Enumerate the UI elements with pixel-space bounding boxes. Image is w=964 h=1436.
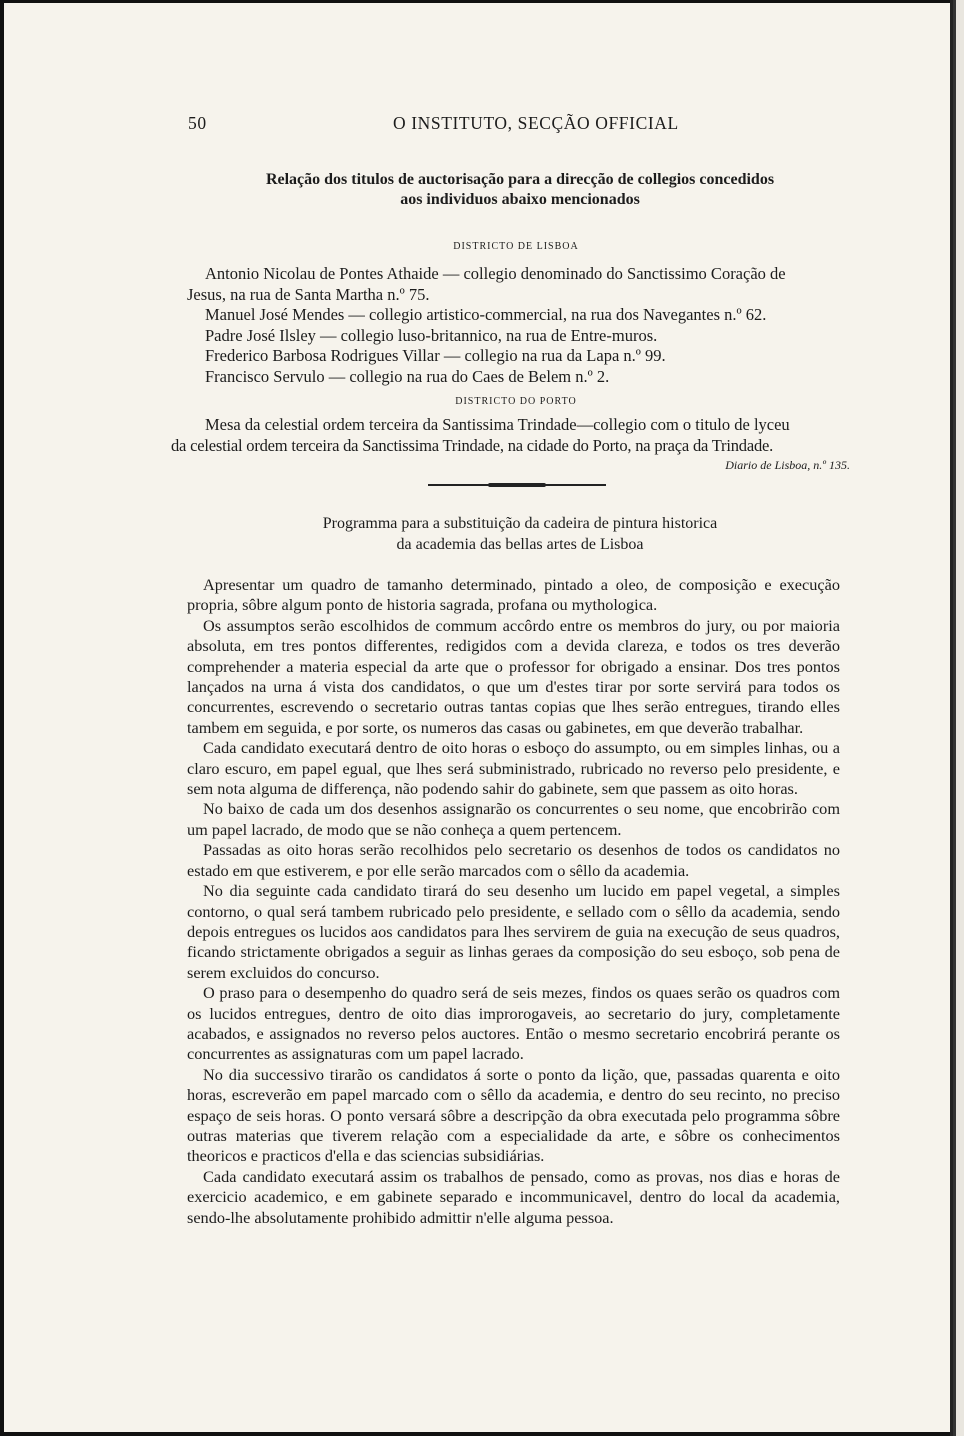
section-title [190,170,850,210]
porto-entries [171,415,852,456]
section-title-line-1: Relação dos titulos de auctorisação para a direcção de collegios concedidos [265,171,775,188]
source-citation: Diario de Lisboa, n.º 135. [725,458,850,472]
section-title-line-2: aos individuos abaixo mencionados [400,191,640,208]
scan-border-right-line [953,0,956,1436]
scan-border-left [0,0,4,1436]
paragraph: No baixo de cada um dos desenhos assignarão os concurrentes o seu nome, que encobrirão com um papel lacrado, de modo que se não conheça a quem pertencem. [187,799,840,839]
program-body [187,575,840,1228]
program-title-line-2: da academia das bellas artes de Lisboa [396,535,644,553]
paragraph: Apresentar um quadro de tamanho determinado, pintado a oleo, de composição e execução propria, sôbre algum ponto de historia sagrada, profana ou mythologica. [187,575,840,615]
district-heading-lisboa: DISTRICTO DE LISBOA [453,241,579,252]
entry-line: Mesa da celestial ordem terceira da Santissima Trindade—collegio com o titulo de lyceu [205,415,790,434]
entry-line: Antonio Nicolau de Pontes Athaide — collegio denominado do Sanctissimo Coração de [205,264,786,283]
running-title: O INSTITUTO, SECÇÃO OFFICIAL [393,113,679,133]
paragraph: Cada candidato executará dentro de oito horas o esboço do assumpto, ou em simples linhas, ou a claro escuro, em papel egual, que lhes será subministrado, rubricado no reverso pelo presidente, e sem nota alguma de differença, não podendo sahir do gabinete, sem que passem as oito horas. [187,738,840,799]
paragraph: Cada candidato executará assim os trabalhos de pensado, como as provas, nos dias e horas de exercicio academico, e em gabinete separado e incommunicavel, dentro do local da academia, sendo-lhe absolutamente prohibido admittir n'elle alguma pessoa. [187,1166,840,1227]
entry-line: Padre José Ilsley — collegio luso-britannico, na rua de Entre-muros. [205,325,658,345]
entry-line: da celestial ordem terceira da Sanctissima Trindade, na cidade do Porto, na praça da Trindade. [171,435,774,455]
entry-line: Francisco Servulo — collegio na rua do Caes de Belem n.º 2. [205,366,610,386]
program-title-line-1: Programma para a substituição da cadeira de pintura historica [322,515,718,532]
paragraph: Passadas as oito horas serão recolhidos pelo secretario os desenhos de todos os candidatos no estado em que estiverem, e por elle serão marcados com o sêllo da academia. [187,840,840,880]
paragraph: O praso para o desempenho do quadro será de seis mezes, findos os quaes serão os quadros com os lucidos entregues, dentro de oito dias improrogaveis, ao secretario do jury, completamente acabados, e assignados no reverso pelos auctores. Então o mesmo secretario encobrirá perante os concurrentes as assignaturas com um papel lacrado. [187,983,840,1064]
page-header [188,113,848,137]
district-heading-porto: DISTRICTO DO PORTO [455,396,577,407]
paragraph: Os assumptos serão escolhidos de commum accôrdo entre os membros do jury, ou por maioria absoluta, em tres pontos differentes, redigidos com a devida clareza, e todos os tres deverão comprehender a materia especial da arte que o professor for obrigado a ensinar. Dos tres pontos lançados na urna á vista dos candidatos, o que um d'estes tirar por sorte servirá para todos os concurrentes, escrevendo o secretario outras tantas copias que lhes serão entregues, tirando elles tambem em seguida, e por sorte, os numeros das casas ou gabinetes, em que deverão trabalhar. [187,615,840,737]
program-title [190,514,850,555]
lisboa-entries [187,264,852,387]
entry-line: Frederico Barbosa Rodrigues Villar — collegio na rua da Lapa n.º 99. [205,346,666,365]
entry-line: Manuel José Mendes — collegio artistico-commercial, na rua dos Navegantes n.º 62. [205,305,767,324]
paragraph: No dia seguinte cada candidato tirará do seu desenho um lucido em papel vegetal, a simples contorno, o qual será tambem rubricado pelo presidente, e sellado com o sêllo da academia, sendo depois entregues os lucidos aos candidatos para lhes servirem de guia na execução de seus quadros, ficando strictamente obrigados a seguir as linhas geraes da composição do seu esboço, sob pena de serem excluidos do concurso. [187,881,840,982]
scan-border-top [0,0,964,3]
entry-line: Jesus, na rua de Santa Martha n.º 75. [187,284,430,304]
paragraph: No dia successivo tirarão os candidatos á sorte o ponto da lição, que, passadas quarenta e oito horas, escreverão em papel marcado com o sêllo da academia, e dentro do seu recinto, no preciso espaço de seis horas. O ponto versará sôbre a descripção da obra executada pelo programma sôbre outras materias que tiverem relação com a especialidade da arte, e sôbre os conhecimentos theoricos e practicos d'ella e das sciencias subsidiárias. [187,1064,840,1166]
section-divider [428,484,606,486]
page-number: 50 [188,113,207,133]
scan-border-bottom [0,1432,964,1436]
